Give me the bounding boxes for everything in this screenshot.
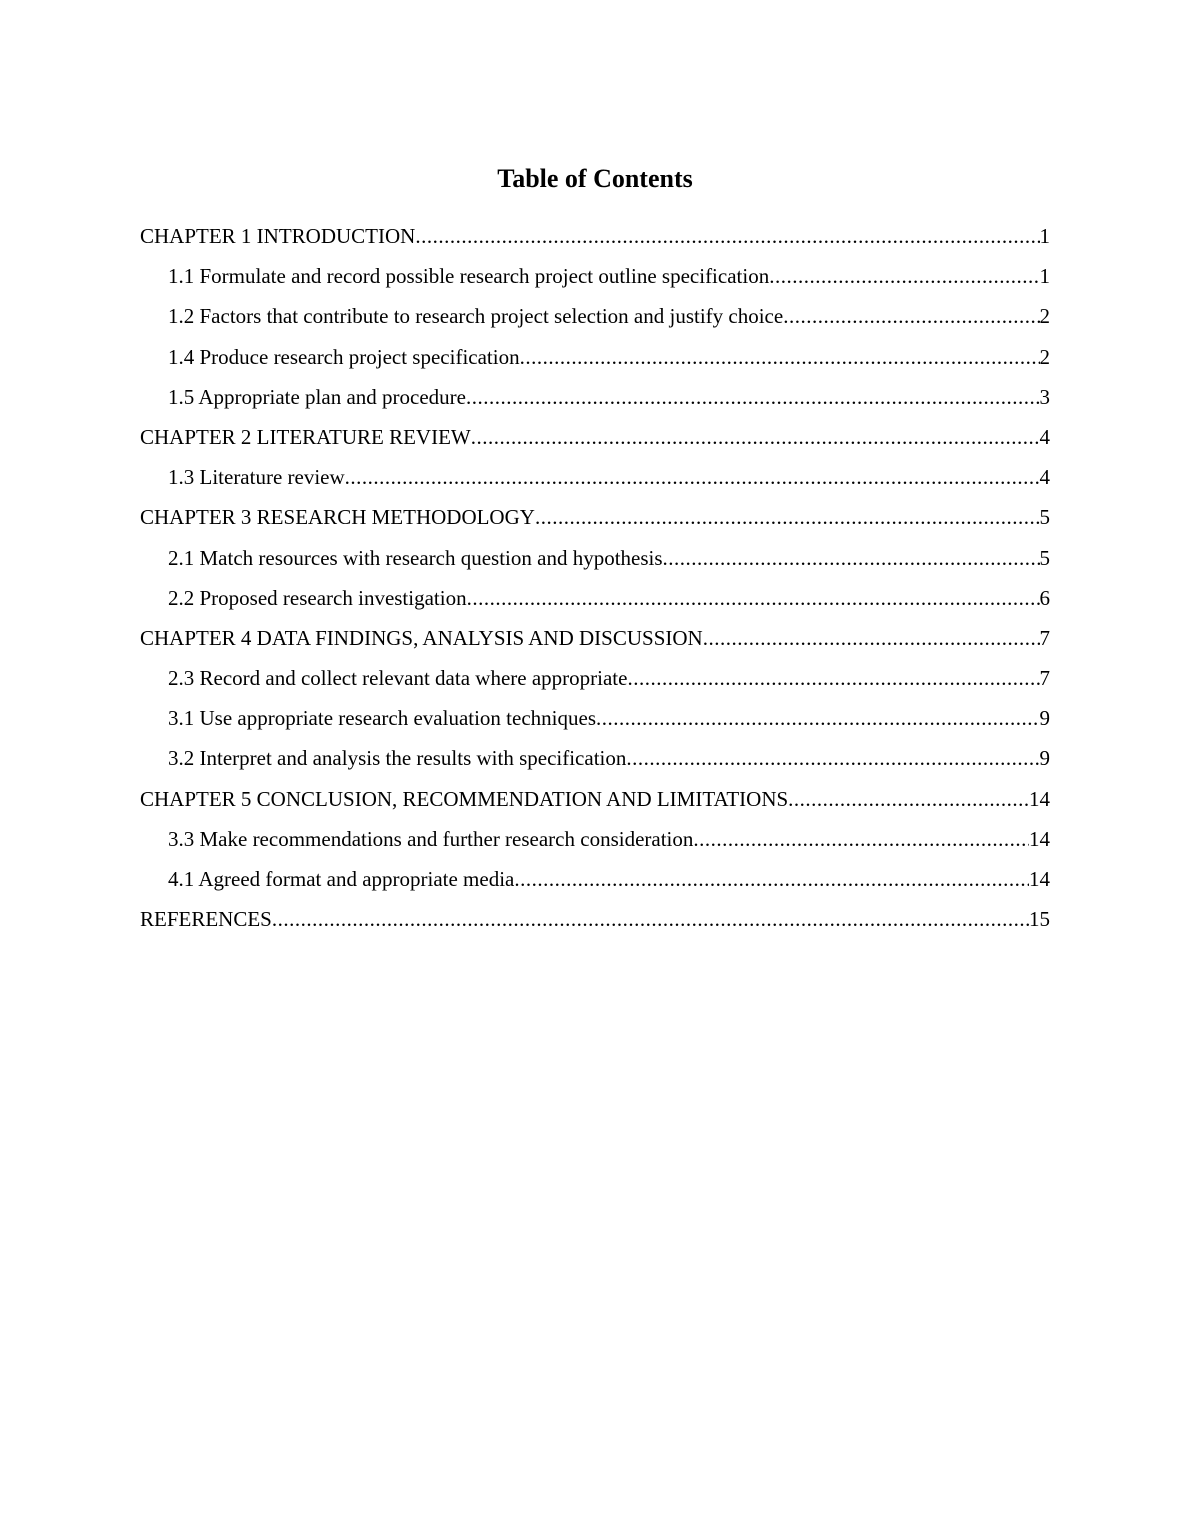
- toc-list: [140, 220, 1050, 943]
- toc-entry-text: 1.1 Formulate and record possible research project outline specification: [168, 264, 770, 289]
- toc-dot-leader: [596, 702, 1040, 734]
- toc-dot-leader: [415, 220, 1039, 252]
- toc-entry-text: CHAPTER 3 RESEARCH METHODOLOGY: [140, 505, 535, 530]
- toc-page-number: 4: [1039, 424, 1050, 449]
- toc-entry-text: 3.3 Make recommendations and further research consideration: [168, 826, 694, 851]
- toc-page-number: 14: [1029, 786, 1050, 811]
- toc-page-number: 9: [1039, 746, 1050, 771]
- toc-dot-leader: [272, 903, 1029, 935]
- toc-dot-leader: [520, 341, 1040, 373]
- toc-entry-text: CHAPTER 5 CONCLUSION, RECOMMENDATION AND LIMITATIONS: [140, 786, 789, 811]
- toc-page-number: 5: [1039, 545, 1050, 570]
- toc-chapter-entry[interactable]: [140, 220, 1050, 260]
- toc-dot-leader: [467, 582, 1040, 614]
- toc-entry-text: CHAPTER 4 DATA FINDINGS, ANALYSIS AND DISCUSSION: [140, 625, 703, 650]
- toc-entry-text: 1.3 Literature review: [168, 465, 345, 490]
- toc-section-entry[interactable]: [140, 863, 1050, 903]
- toc-chapter-entry[interactable]: [140, 501, 1050, 541]
- toc-section-entry[interactable]: [140, 542, 1050, 582]
- toc-dot-leader: [703, 622, 1040, 654]
- toc-entry-text: 3.1 Use appropriate research evaluation techniques: [168, 706, 596, 731]
- toc-dot-leader: [471, 421, 1040, 453]
- toc-section-entry[interactable]: [140, 300, 1050, 340]
- toc-chapter-entry[interactable]: [140, 903, 1050, 943]
- toc-section-entry[interactable]: [140, 823, 1050, 863]
- toc-entry-text: CHAPTER 1 INTRODUCTION: [140, 224, 416, 248]
- toc-entry-text: 1.5 Appropriate plan and procedure: [168, 384, 466, 409]
- toc-dot-leader: [535, 501, 1040, 533]
- toc-page-number: 2: [1039, 344, 1050, 369]
- toc-page-number: 5: [1039, 505, 1050, 530]
- toc-section-entry[interactable]: [140, 582, 1050, 622]
- toc-page-number: 9: [1039, 706, 1050, 731]
- toc-page-number: 15: [1029, 907, 1050, 932]
- toc-dot-leader: [663, 542, 1040, 574]
- toc-page-number: 6: [1039, 585, 1050, 610]
- toc-chapter-entry[interactable]: [140, 622, 1050, 662]
- toc-dot-leader: [345, 461, 1040, 493]
- toc-page-number: 7: [1039, 625, 1050, 650]
- toc-dot-leader: [783, 300, 1039, 332]
- toc-entry-text: 1.2 Factors that contribute to research project selection and justify choice: [168, 304, 784, 329]
- toc-section-entry[interactable]: [140, 260, 1050, 300]
- toc-dot-leader: [514, 863, 1029, 895]
- toc-page-number: 1: [1039, 264, 1050, 289]
- toc-dot-leader: [627, 662, 1039, 694]
- toc-page-number: 14: [1029, 826, 1050, 851]
- toc-section-entry[interactable]: [140, 702, 1050, 742]
- toc-dot-leader: [693, 823, 1029, 855]
- toc-entry-text: 3.2 Interpret and analysis the results with specification: [168, 746, 627, 771]
- toc-title: Table of Contents: [497, 164, 693, 193]
- toc-section-entry[interactable]: [140, 742, 1050, 782]
- toc-dot-leader: [769, 260, 1039, 292]
- toc-entry-text: 2.1 Match resources with research question and hypothesis: [168, 545, 663, 570]
- toc-dot-leader: [626, 742, 1039, 774]
- toc-entry-text: REFERENCES: [140, 907, 272, 932]
- toc-entry-text: 1.4 Produce research project specification: [168, 344, 520, 369]
- toc-section-entry[interactable]: [140, 461, 1050, 501]
- toc-entry-text: 4.1 Agreed format and appropriate media: [168, 867, 515, 891]
- toc-page-number: 3: [1039, 384, 1050, 409]
- toc-page-number: 7: [1039, 666, 1050, 691]
- toc-section-entry[interactable]: [140, 381, 1050, 421]
- toc-entry-text: 2.3 Record and collect relevant data where appropriate: [168, 666, 628, 691]
- toc-dot-leader: [466, 381, 1040, 413]
- toc-page-number: 14: [1029, 867, 1050, 891]
- toc-dot-leader: [788, 783, 1029, 815]
- toc-page-number: 2: [1039, 304, 1050, 329]
- toc-chapter-entry[interactable]: [140, 783, 1050, 823]
- toc-entry-text: CHAPTER 2 LITERATURE REVIEW: [140, 424, 471, 449]
- toc-page-number: 1: [1039, 224, 1050, 248]
- toc-section-entry[interactable]: [140, 662, 1050, 702]
- toc-page-number: 4: [1039, 465, 1050, 490]
- toc-section-entry[interactable]: [140, 341, 1050, 381]
- toc-chapter-entry[interactable]: [140, 421, 1050, 461]
- toc-entry-text: 2.2 Proposed research investigation: [168, 585, 467, 610]
